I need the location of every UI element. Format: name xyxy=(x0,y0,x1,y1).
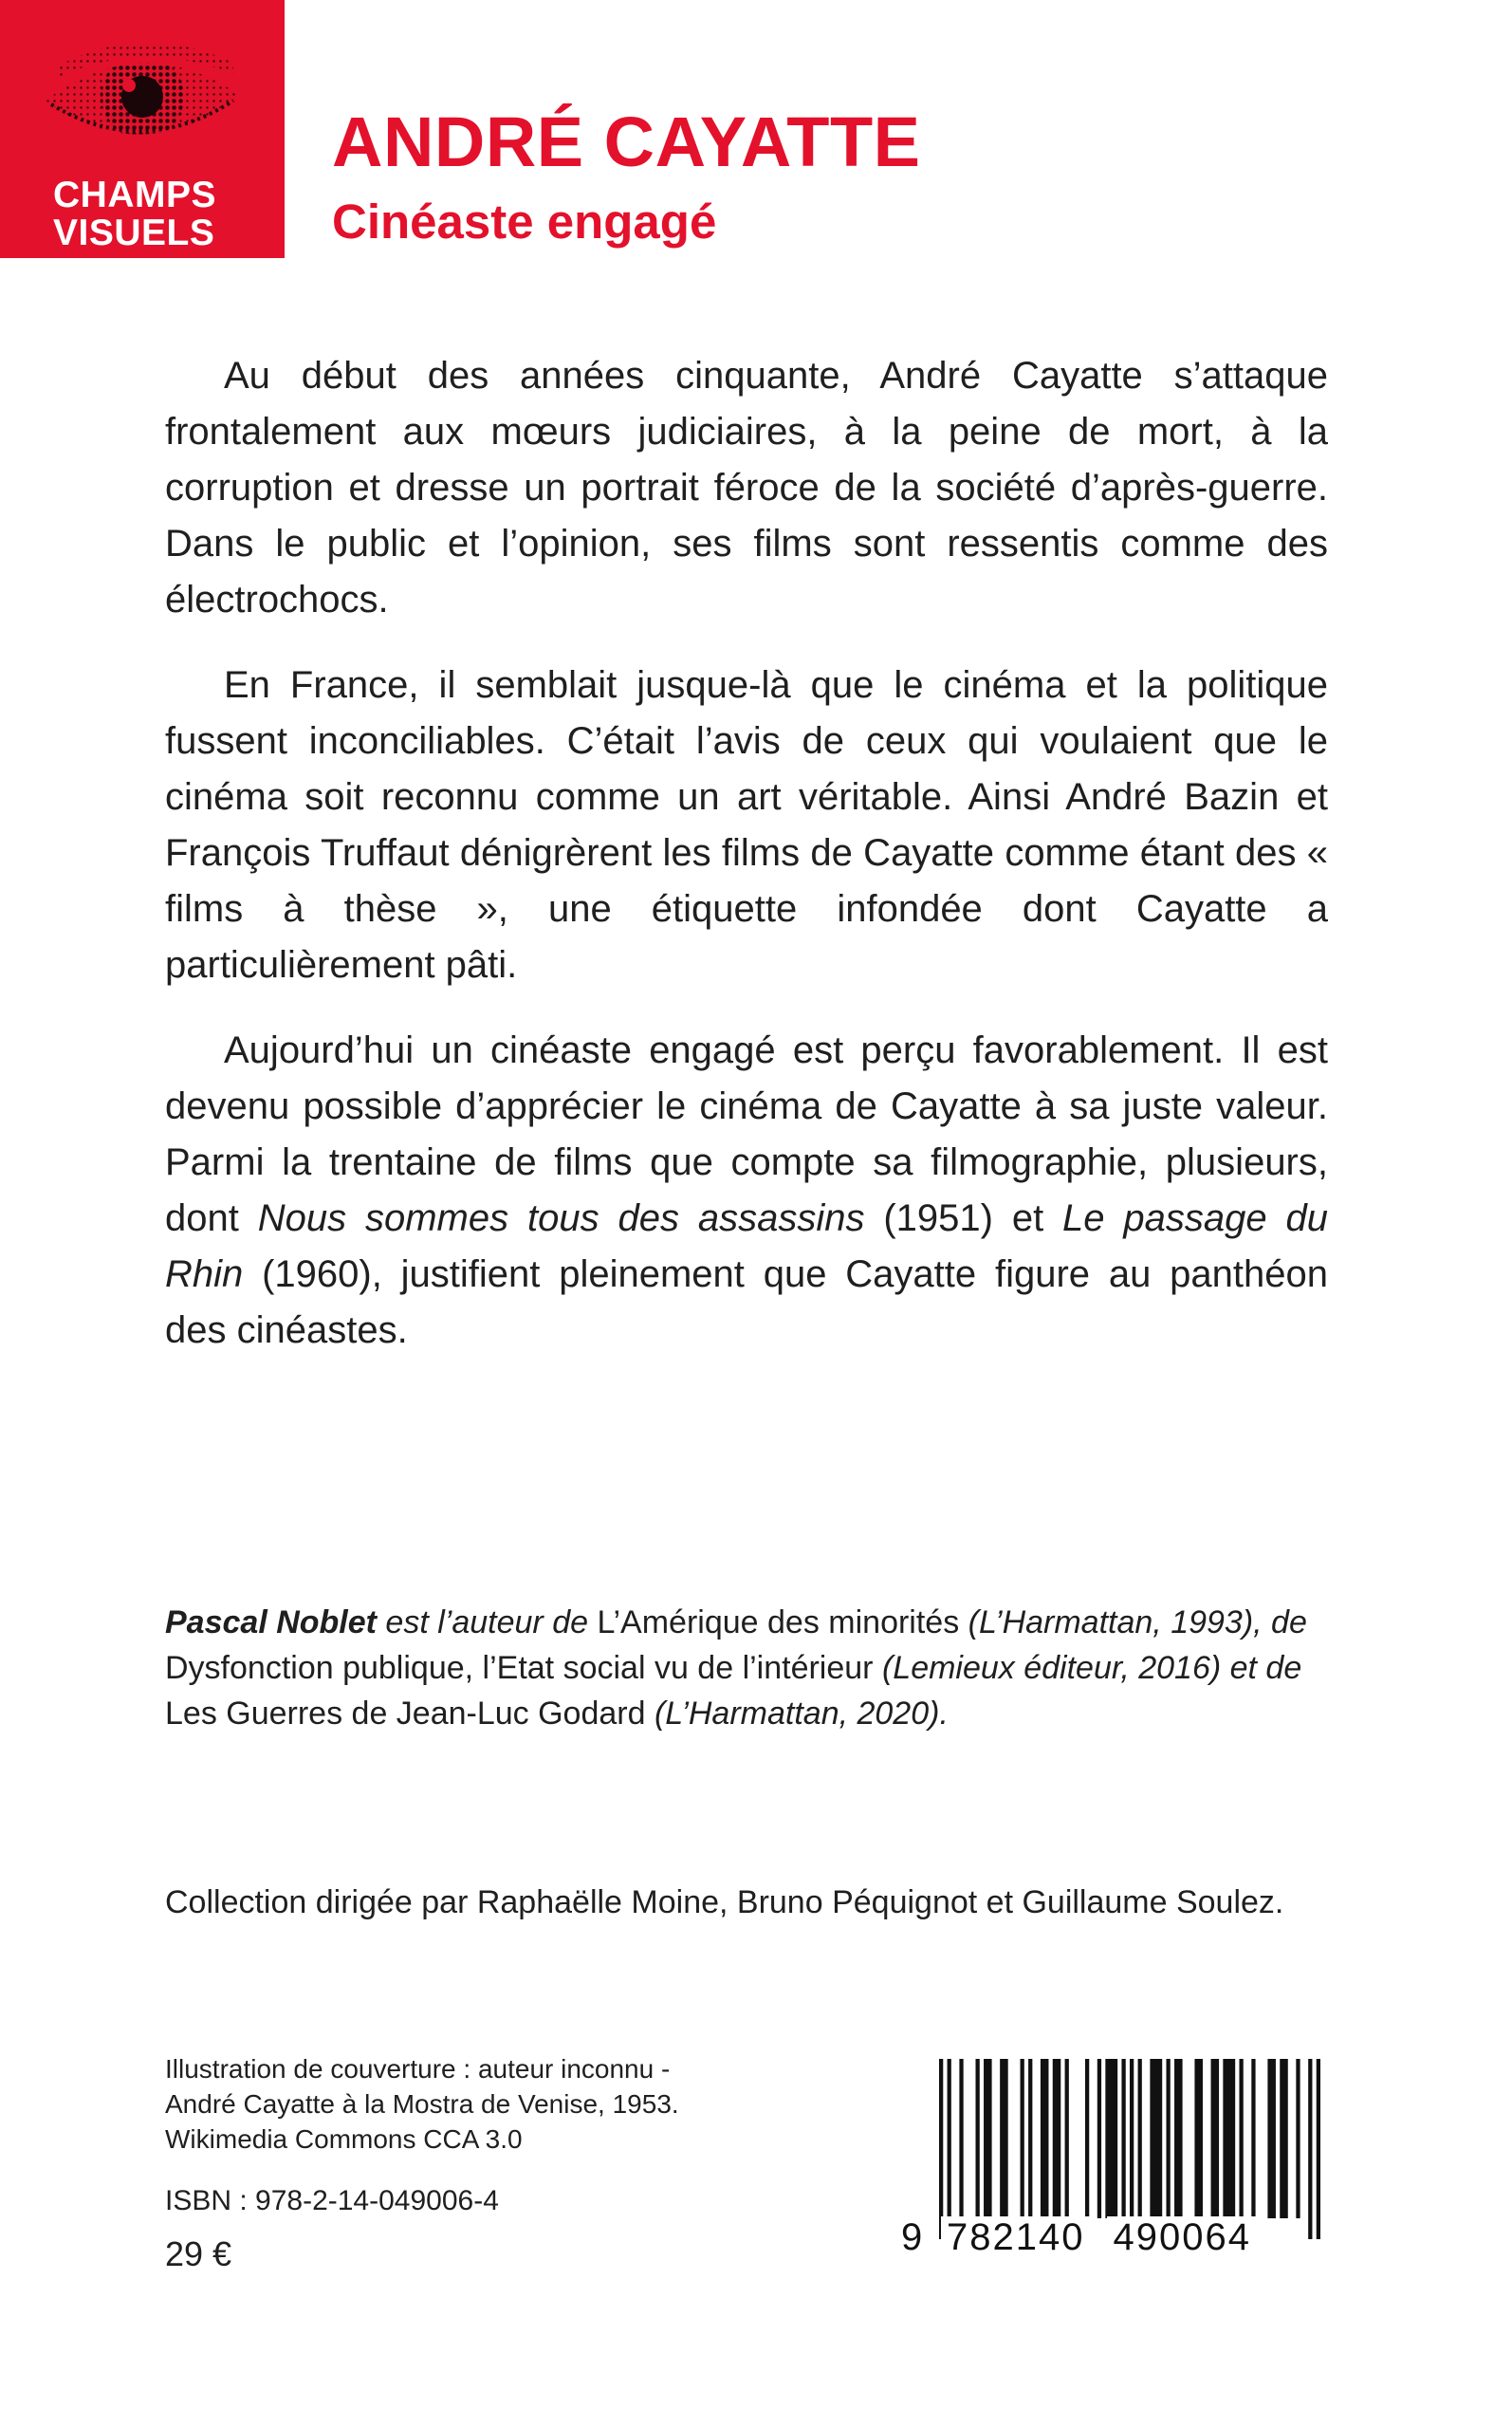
credits-line-3: Wikimedia Commons CCA 3.0 xyxy=(165,2124,523,2154)
barcode-bar xyxy=(1065,2059,1069,2218)
author-book-2: Dysfonction publique, l’Etat social vu de l’intérieur xyxy=(165,1650,874,1686)
barcode-group-2: 490064 xyxy=(1107,2216,1256,2258)
film-title-2: Le passage du Rhin xyxy=(165,1197,1329,1295)
barcode-bar xyxy=(1296,2059,1300,2218)
blurb-p3-text-2: (1951) et xyxy=(864,1197,1063,1239)
barcode-bar xyxy=(1105,2059,1117,2218)
author-bio xyxy=(165,1600,1332,1736)
blurb-p3-text-1: Aujourd’hui un cinéaste engagé est perçu favorablement. Il est devenu possible d’apprécier le cinéma de Cayatte à sa juste valeur. Parmi la trentaine de films que compte sa filmographie, plusieurs, dont xyxy=(165,1029,1328,1239)
barcode-bar xyxy=(1028,2059,1032,2218)
series-logo-line1: CHAMPS xyxy=(53,175,217,215)
cover-credits xyxy=(165,2051,679,2157)
author-name: Pascal Noblet xyxy=(165,1604,377,1640)
barcode-bar xyxy=(1150,2059,1162,2218)
blurb-paragraph-3 xyxy=(165,1023,1328,1359)
author-bio-text-3: et de xyxy=(1221,1650,1302,1686)
blurb-paragraph-1: Au début des années cinquante, André Cayatte s’attaque frontalement aux mœurs judiciaires, à la peine de mort, à la corruption et dresse un portrait féroce de la société d’après-guerre. Dans le public et l’opinion, ses films sont ressentis comme des électrochocs. xyxy=(165,355,1328,621)
barcode-bar xyxy=(959,2059,963,2218)
blurb-p3-text-3: (1960), justifient pleinement que Cayatte figure au panthéon des cinéastes. xyxy=(165,1253,1328,1351)
barcode-bar xyxy=(1121,2059,1125,2239)
isbn-number: ISBN : 978-2-14-049006-4 xyxy=(165,2185,499,2216)
barcode-bar xyxy=(1000,2059,1008,2218)
barcode-bar xyxy=(1280,2059,1288,2218)
barcode-bar xyxy=(1317,2059,1320,2239)
barcode-bar xyxy=(948,2059,951,2239)
barcode-bar xyxy=(1130,2059,1134,2239)
barcode-bar xyxy=(1138,2059,1142,2218)
author-bio-text-2: de xyxy=(1262,1604,1307,1640)
barcode-digits xyxy=(901,2216,1324,2258)
barcode-first-digit: 9 xyxy=(901,2216,935,2258)
barcode-bar xyxy=(975,2059,979,2218)
eye-icon xyxy=(38,38,247,161)
series-logo-line2: VISUELS xyxy=(53,213,215,253)
barcode-bar xyxy=(939,2059,943,2239)
barcode-bar xyxy=(1194,2059,1203,2218)
author-book-3-publisher: (L’Harmattan, 2020). xyxy=(645,1696,949,1732)
author-bio-text-1: est l’auteur de xyxy=(376,1604,598,1640)
barcode-bar xyxy=(1041,2059,1049,2218)
barcode-bar xyxy=(1174,2059,1183,2218)
credits-line-1: Illustration de couverture : auteur inconnu - xyxy=(165,2054,671,2084)
barcode-bar xyxy=(1267,2059,1276,2218)
barcode-bar xyxy=(1021,2059,1024,2218)
barcode-bar xyxy=(984,2059,992,2218)
back-cover-blurb xyxy=(165,348,1328,1388)
barcode-bar xyxy=(1223,2059,1235,2218)
series-logo xyxy=(0,0,285,258)
film-title-1: Nous sommes tous des assassins xyxy=(257,1197,865,1239)
barcode-group-1: 782140 xyxy=(941,2216,1090,2258)
barcode-bar xyxy=(1053,2059,1061,2218)
author-book-2-publisher: (Lemieux éditeur, 2016) xyxy=(873,1650,1222,1686)
price: 29 € xyxy=(165,2234,232,2273)
barcode-bar xyxy=(1308,2059,1312,2239)
author-book-3: Les Guerres de Jean-Luc Godard xyxy=(165,1696,646,1732)
barcode-bar xyxy=(1097,2059,1101,2218)
collection-editors: Collection dirigée par Raphaëlle Moine, Bruno Péquignot et Guillaume Soulez. xyxy=(165,1884,1284,1920)
barcode-bar xyxy=(1251,2059,1255,2218)
barcode-bar xyxy=(1211,2059,1220,2218)
barcode-bar xyxy=(1085,2059,1089,2218)
author-book-1: L’Amérique des minorités xyxy=(597,1604,960,1640)
series-logo-text xyxy=(53,176,216,252)
credits-line-2: André Cayatte à la Mostra de Venise, 1953. xyxy=(165,2089,679,2119)
barcode-bar xyxy=(1239,2059,1243,2218)
book-title: ANDRÉ CAYATTE xyxy=(332,102,921,181)
book-subtitle: Cinéaste engagé xyxy=(332,195,717,249)
barcode-bar xyxy=(1166,2059,1170,2218)
blurb-paragraph-2: En France, il semblait jusque-là que le cinéma et la politique fussent inconciliables. C’était l’avis de ceux qui voulaient que le cinéma soit reconnu comme un art véritable. Ainsi André Bazin et François Truffaut dénigrèrent les films de Cayatte comme étant des « films à thèse », une étiquette infondée dont Cayatte a particulièrement pâti. xyxy=(165,664,1328,986)
barcode-icon xyxy=(901,2059,1324,2239)
author-book-1-publisher: (L’Harmattan, 1993), xyxy=(959,1604,1263,1640)
